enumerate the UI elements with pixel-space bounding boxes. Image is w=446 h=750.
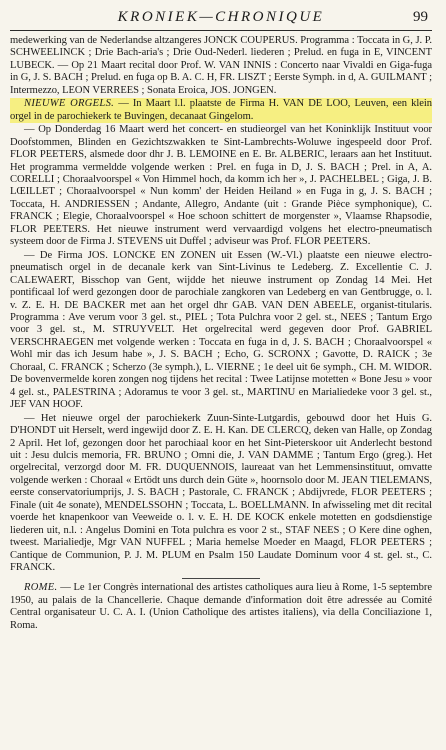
paragraph-zuun-organ (10, 413, 432, 575)
paragraph-text: — Le 1er Congrès international des artistes catholiques aura lieu à Rome, 1-5 septembre 1950, au palais de la Chancellerie. Chaque demande d'information doit être adressée au Comité Central organisateur U. C. A. I. (Union Catholique des artistes italiens), via della Conciliazione 1, Roma. (10, 582, 432, 631)
paragraph-rome (10, 582, 432, 632)
article-body (10, 35, 432, 632)
paragraph-text: — In Maart l.l. plaatste de Firma H. VAN DE LOO, Leuven, een klein orgel in de parochiekerk te Buvingen, decanaat Gingelom. (10, 98, 432, 122)
paragraph-new-organs (10, 98, 432, 123)
paragraph-text: — Het nieuwe orgel der parochiekerk Zuun-Sinte-Lutgardis, gebouwd door het Huis G. D'HONDT uit Herselt, werd ingewijd door Z. E. H. Kan. DE CLERCQ, deken van Halle, op Zondag 2 April. Het lof, gezongen door het parochiaal koor en het Sint-Pieterskoor uit Anderlecht bestond uit : Jesu dulcis memoria, FR. BRUNO ; Omni die, J. VAN DAMME ; Tantum Ergo (greg.). Het orgelrecital, verzorgd door M. FR. DUQUENNOIS, laureaat van het Lemmensinstituut, omvatte volgende werken : Choraal « Ertödt uns durch dein Güte », hoornsolo door M. JEAN TIELEMANS, eerste conservatoriumprijs, J. S. BACH ; Pastorale, C. FRANCK ; Abdijvrede, FLOR PEETERS ; Finale (uit 4e sonate), MENDELSSOHN ; Toccata, L. BOELLMANN. In afwisseling met dit recital voerde het knapenkoor van Veeweide o. l. v. E. H. DE KOCK enkele motetten en godsdienstige liederen uit, n.l. : Angelus Domini en Tota pulchra es voor 2 st., STAF NEES ; O Kere dine oghen, tweest. Marialiedje, Mgr VAN NUFFEL ; Maria hemelse Moeder en Maagd, FLOR PEETERS ; Cantique de Communion, P. J. M. PLUM en Psalm 150 Laudate Dominum voor 4 st. gel. st., C. FRANCK. (10, 412, 432, 574)
page-header (10, 0, 432, 30)
section-divider (182, 578, 260, 579)
paragraph-text: — De Firma JOS. LONCKE EN ZONEN uit Essen (W.-Vl.) plaatste een nieuwe electro-pneumatisch orgel in de decanale kerk van Sint-Livinus te Ledeberg. Z. Excellentie C. J. CALEWAERT, Bisschop van Gent, wijdde het nieuwe instrument op Zondag 14 Mei. Het pontificaal lof werd gezongen door de parochiale zangkoren van Ledeberg en van Gentbrugge, o. l. v. Z. E. H. DE BACKER met aan het orgel dhr GAB. VAN DEN ABEELE, organist-titularis. Programma : Ave verum voor 3 gel. st., PIEL ; Tota Pulchra voor 2 gel. st., NEES ; Tantum Ergo voor 3 gel. st., M. STRUYVELT. Het orgelrecital werd gegeven door Prof. GABRIEL VERSCHRAEGEN met volgende werken : Toccata en fuga in d, J. S. BACH ; Choraalvoorspel « Wohl mir das ich Jesum habe », J. S. BACH ; Echo, G. SCRONX ; Gavotte, D. RAICK ; 3e Choraal, C. FRANCK ; Scherzo (3e symph.), L. VIERNE ; 1e deel uit 6e symph., CH. M. WIDOR. De bovenvermelde koren zongen nog tijdens het recital : Twee Latijnse motetten « Bone Jesu » voor 4 gel. st., PALESTRINA ; Adoramus te voor 3 gel. st., MARTINU en Marialiedeke voor 3 gel. st., JEF VAN HOOF. (10, 249, 432, 411)
section-title-nieuwe-orgels: NIEUWE ORGELS. (24, 98, 115, 110)
paragraph-text: medewerking van de Nederlandse altzangeres JONCK COUPERUS. Programma : Toccata in G, J. P. SCHWEELINCK ; Drie Bach-aria's ; Drie Oud-Nederl. liederen ; Prelud. en fuga in E, VINCENT LUBECK. — Op 21 Maart recital door Prof. W. VAN INNIS : Concerto naar Vivaldi en Giga-fuga in G, J. S. BACH ; Prelud. en fuga op B. A. C. H, FR. LISZT ; Eerste Symph. in d, A. GUILMANT ; Intermezzo, LEON VERREES ; Sonata Eroica, JOS. JONGEN. (10, 35, 432, 96)
header-rule (10, 30, 432, 31)
page-title: KRONIEK—CHRONIQUE (117, 9, 325, 25)
paragraph-text: — Op Donderdag 16 Maart werd het concert- en studieorgel van het Koninklijk Instituut voor Doofstommen, Blinden en Gezichtszwakken te Sint-Lambrechts-Woluwe ingespeeld door Prof. FLOR PEETERS, alsmede door dhr J. B. LEMOINE en E. Br. ALBERIC, leraars aan het Instituut. Het programma vermeldde volgende werken : Prel. en fuga in D, J. S. BACH ; Prel. in A, A. CORELLI ; Choraalvoorspel « Von Himmel hoch, da komm ich her », J. PACHELBEL ; Giga, J. B. LŒILLET ; Choraalvoorspel « Nun komm' der Heiden Heiland » en Fuga in g, J. S. BACH ; Toccata, H. ANDRIESSEN ; Andante, Allegro, Andante (uit : Grande Pièce symphonique), C. FRANCK ; Elegie, Choraalvoorspel « Hoe schoon schittert de morgenster », Vlaamse Rhapsodie, FLOR PEETERS. Het nieuwe instrument werd vervaardigd volgens het electro-pneumatisch systeem door de Firma J. STEVENS uit Duffel ; adviseur was Prof. FLOR PEETERS. (10, 124, 432, 248)
paragraph-recital-program (10, 35, 432, 97)
paragraph-woluwe-organ (10, 124, 432, 249)
page-number: 99 (413, 9, 428, 25)
section-title-rome: ROME. (24, 582, 58, 594)
paragraph-ledeberg-organ (10, 250, 432, 412)
